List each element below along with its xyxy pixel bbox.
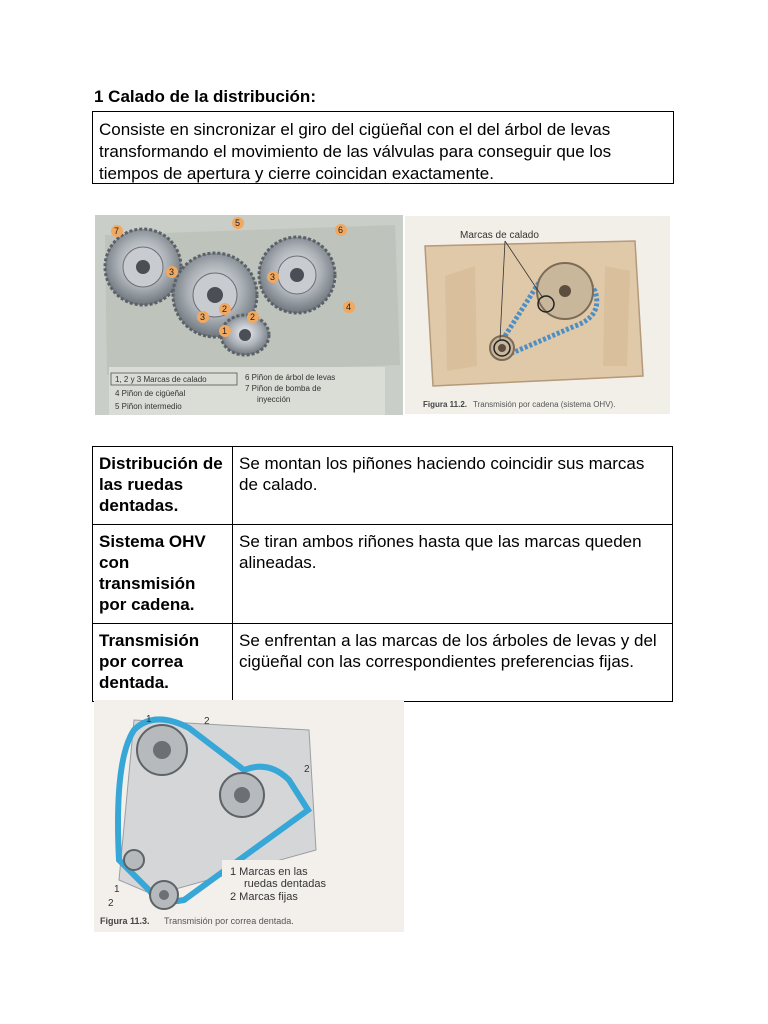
svg-text:Marcas de calado: Marcas de calado bbox=[460, 230, 539, 241]
svg-text:2 Marcas fijas: 2 Marcas fijas bbox=[230, 891, 298, 903]
tensioner-pulley bbox=[124, 850, 144, 870]
table-row bbox=[93, 525, 673, 624]
svg-text:ruedas dentadas: ruedas dentadas bbox=[244, 878, 326, 890]
svg-text:4: 4 bbox=[346, 302, 352, 312]
svg-text:2: 2 bbox=[250, 312, 256, 322]
svg-text:Figura 11.2.: Figura 11.2. bbox=[423, 400, 468, 409]
table-row bbox=[93, 624, 673, 702]
intermediate-pulley bbox=[220, 773, 264, 817]
svg-text:2: 2 bbox=[304, 764, 310, 775]
row-title: Distribución de las ruedas dentadas. bbox=[93, 447, 233, 525]
svg-text:4 Piñon de cigüeñal: 4 Piñon de cigüeñal bbox=[115, 389, 186, 398]
svg-text:3: 3 bbox=[270, 272, 276, 282]
cam-sprocket bbox=[537, 263, 593, 319]
svg-text:7 Piñon de bomba de: 7 Piñon de bomba de bbox=[245, 384, 322, 393]
svg-text:1, 2 y 3 Marcas de calado: 1, 2 y 3 Marcas de calado bbox=[115, 375, 207, 384]
svg-text:Transmisión por cadena (sistem: Transmisión por cadena (sistema OHV). bbox=[473, 400, 616, 409]
gear-train-figure bbox=[95, 215, 403, 415]
svg-text:5: 5 bbox=[235, 218, 241, 228]
svg-text:6 Piñon de árbol de levas: 6 Piñon de árbol de levas bbox=[245, 373, 336, 382]
row-description: Se montan los piñones haciendo coincidir sus marcas de calado. bbox=[233, 447, 673, 525]
chain-ohv-figure bbox=[405, 216, 670, 414]
svg-text:3: 3 bbox=[169, 267, 175, 277]
timing-methods-table bbox=[92, 446, 673, 702]
row-title: Sistema OHV con transmisión por cadena. bbox=[93, 525, 233, 624]
section-heading: 1 Calado de la distribución: bbox=[94, 87, 316, 106]
row-description: Se enfrentan a las marcas de los árboles de levas y del cigüeñal con las correspondientes preferencias fijas. bbox=[233, 624, 673, 702]
svg-text:3: 3 bbox=[200, 312, 206, 322]
crankshaft-pulley bbox=[150, 881, 178, 909]
svg-text:6: 6 bbox=[338, 225, 344, 235]
table-row bbox=[93, 447, 673, 525]
definition-box: Consiste en sincronizar el giro del cigüeñal con el del árbol de levas transformando el movimiento de las válvulas para conseguir que los tiempos de apertura y cierre coincidan exactamente. bbox=[92, 111, 674, 184]
svg-text:Transmisión por correa dentada: Transmisión por correa dentada. bbox=[164, 916, 294, 926]
svg-text:2: 2 bbox=[222, 304, 228, 314]
row-title: Transmisión por correa dentada. bbox=[93, 624, 233, 702]
svg-text:2: 2 bbox=[204, 716, 210, 727]
svg-text:1: 1 bbox=[222, 326, 228, 336]
camshaft-pulley bbox=[137, 725, 187, 775]
svg-text:1: 1 bbox=[146, 714, 152, 725]
row-description: Se tiran ambos riñones hasta que las marcas queden alineadas. bbox=[233, 525, 673, 624]
svg-text:1 Marcas en las: 1 Marcas en las bbox=[230, 866, 308, 878]
svg-text:Figura 11.3.: Figura 11.3. bbox=[100, 916, 150, 926]
svg-text:5 Piñon intermedio: 5 Piñon intermedio bbox=[115, 402, 182, 411]
svg-text:inyección: inyección bbox=[257, 395, 291, 404]
svg-text:2: 2 bbox=[108, 898, 114, 909]
toothed-belt-figure bbox=[94, 700, 404, 932]
svg-text:1: 1 bbox=[114, 884, 120, 895]
svg-text:7: 7 bbox=[114, 226, 120, 236]
